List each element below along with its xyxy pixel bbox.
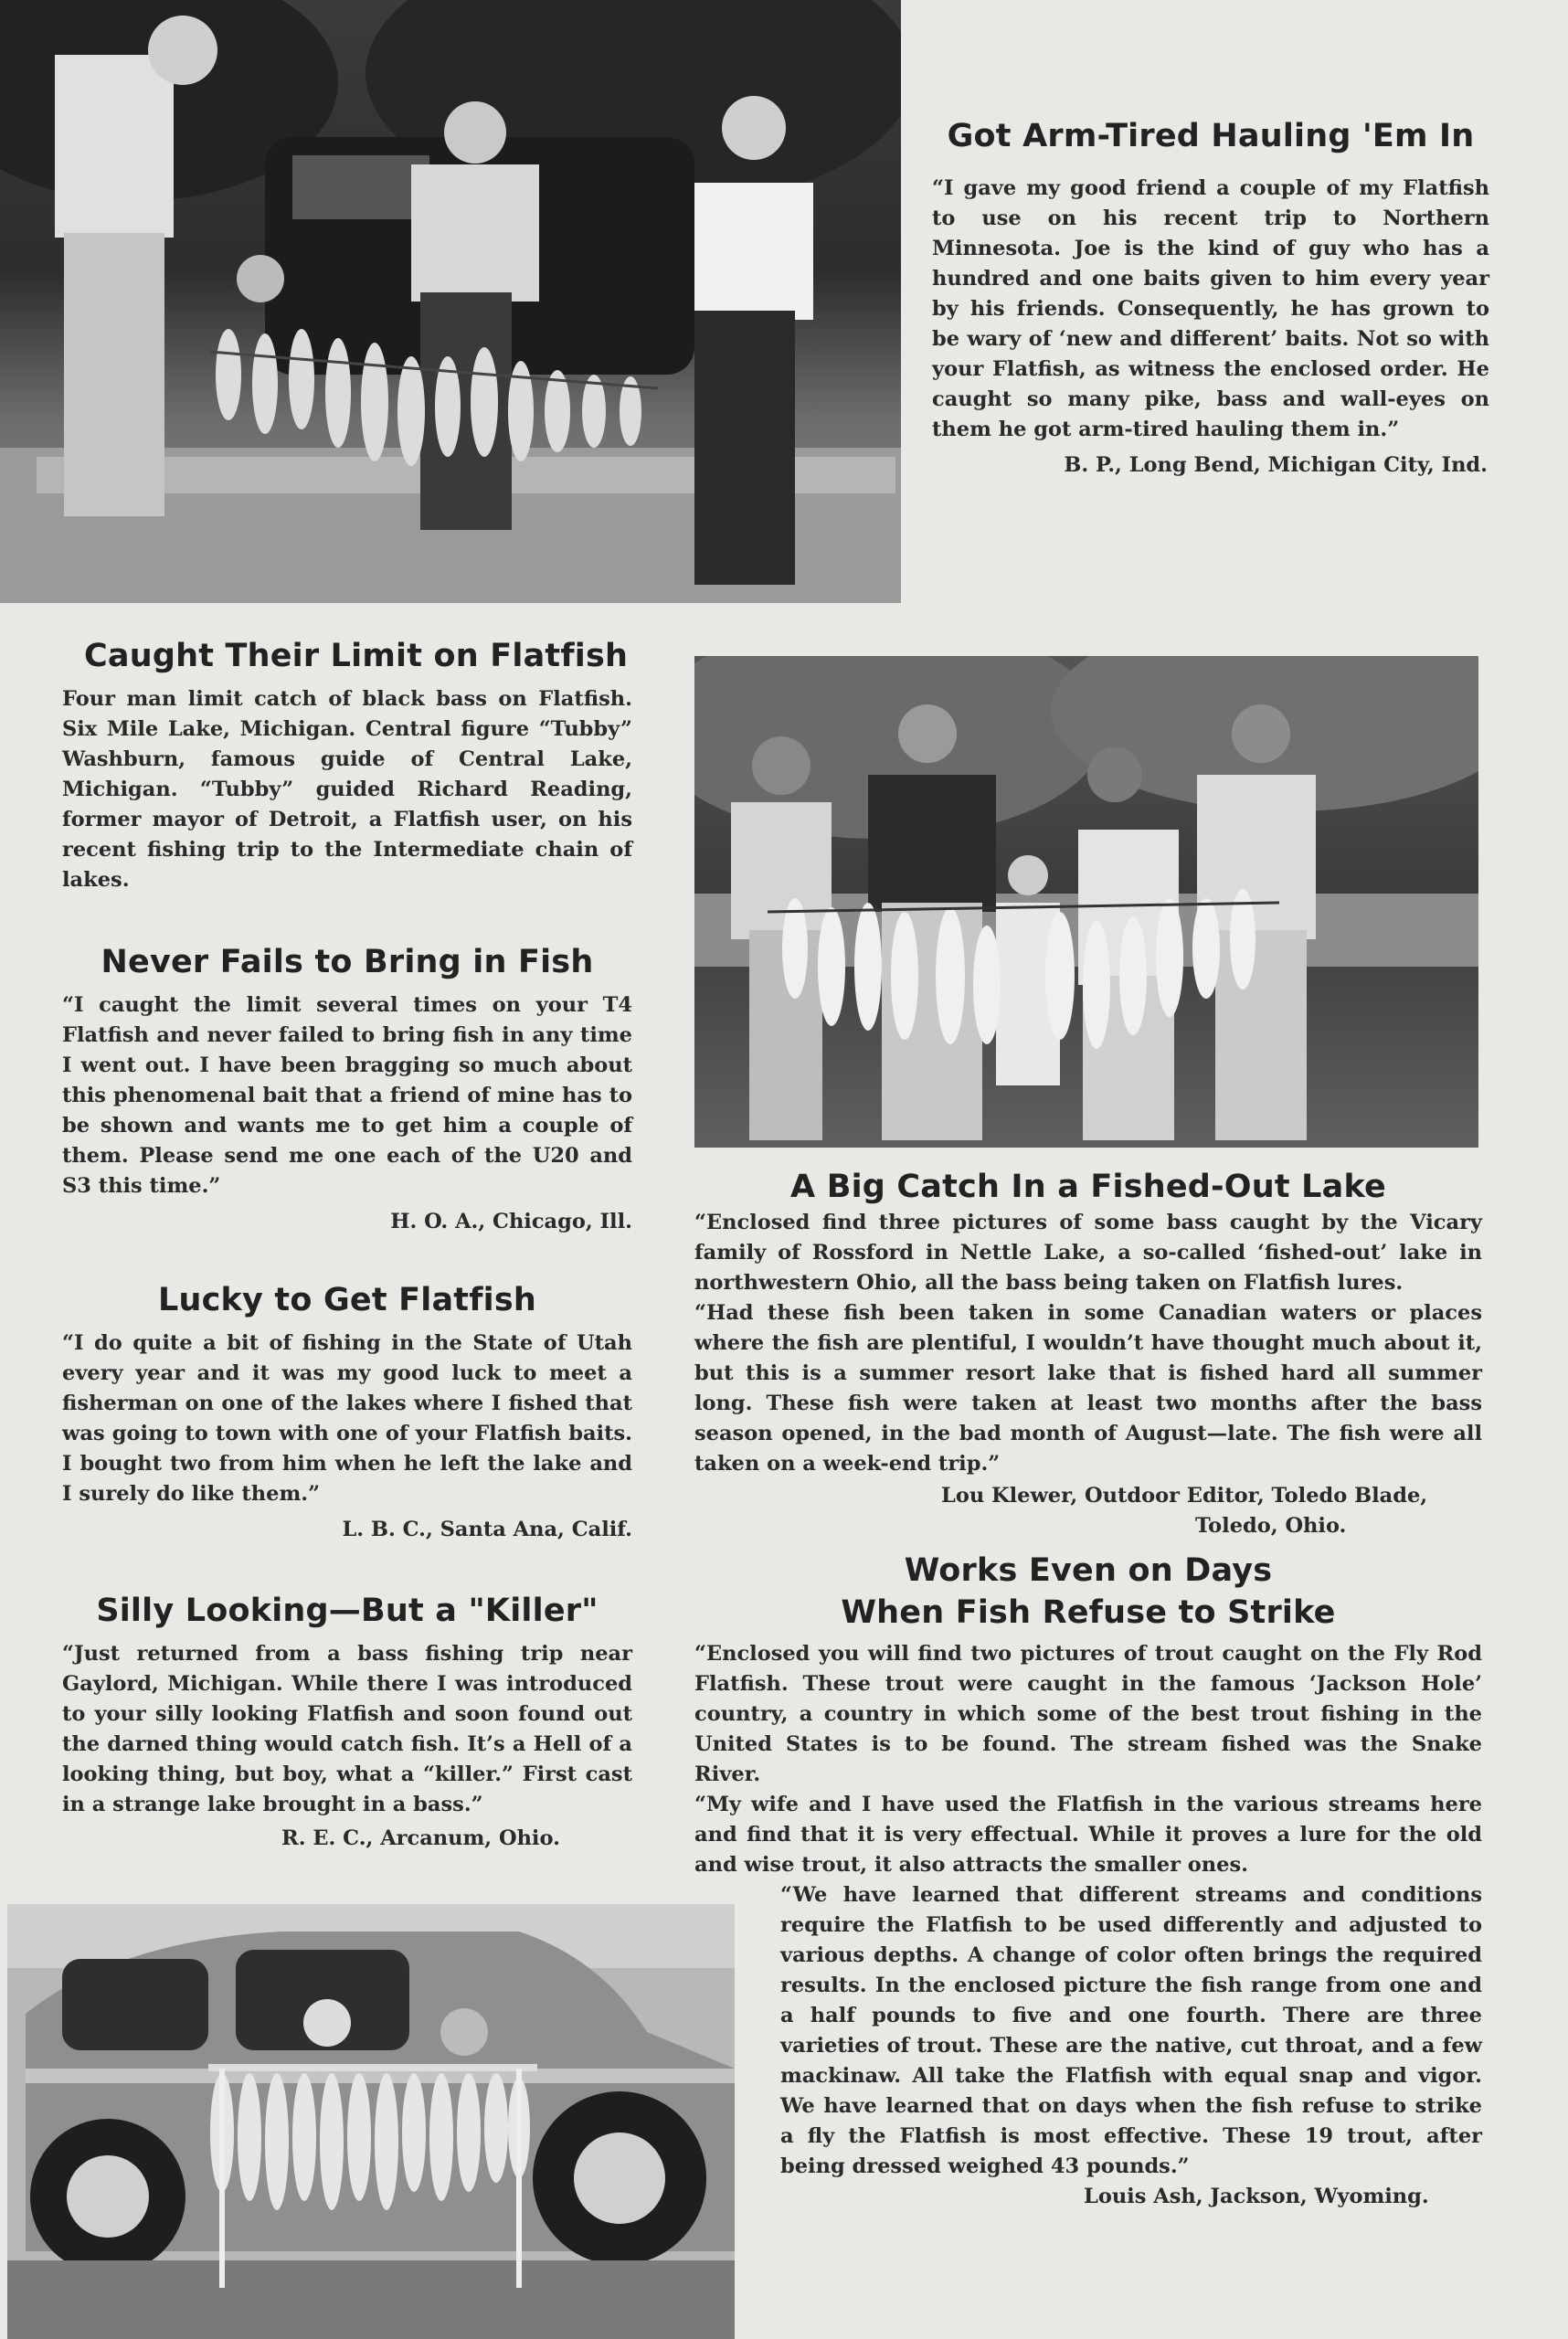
section-body-2: “Had these fish been taken in some Canadian waters or places where the fish are plentiful, I wouldn’t have thought much about it, but this is a summer resort lake that is fished hard all summer long. These fish were taken at least two months after the bass season opened, in the bad month of August—late. The fish were all taken on a week-end trip.”	[694, 1301, 1482, 1476]
section-caught-limit	[62, 635, 632, 895]
section-title: Got Arm-Tired Hauling 'Em In	[947, 118, 1475, 154]
signature-line-1: Lou Klewer, Outdoor Editor, Toledo Blade,	[941, 1484, 1428, 1508]
section-body: “I do quite a bit of fishing in the State of Utah every year and it was my good luck to meet a fisherman on one of the lakes where I fished that was going to town with one of your Flatfish baits. I bought two from him when he left the lake and I surely do like them.”	[62, 1331, 632, 1506]
signature: Louis Ash, Jackson, Wyoming.	[1084, 2185, 1429, 2208]
section-body-3: “We have learned that different streams and conditions require the Flatfish to be used differently and adjusted to various depths. A change of color often brings the required results. In the enclosed picture the fish range from one and a half pounds to five and one fourth. There are three varieties of trout. These are the native, cut throat, and a few mackinaw. All take the Flatfish with equal snap and vigor. We have learned that on days when the fish refuse to strike a fly the Flatfish is most effective. These 19 trout, after being dressed weighed 43 pounds.”	[780, 1883, 1482, 2178]
section-body: “I gave my good friend a couple of my Flatfish to use on his recent trip to Northern Minnesota. Joe is the kind of guy who has a hundred and one baits given to him every year by his friends. Consequently, he has grown to be wary of ‘new and different’ baits. Not so with your Flatfish, as witness the enclosed order. He caught so many pike, bass and wall-eyes on them he got arm-tired hauling them in.”	[932, 176, 1489, 441]
section-title: Caught Their Limit on Flatfish	[84, 638, 629, 674]
section-body-2: “My wife and I have used the Flatfish in the various streams here and find that it is very effectual. While it proves a lure for the old and wise trout, it also attracts the smaller ones.	[694, 1793, 1482, 1877]
section-title: Silly Looking—But a "Killer"	[96, 1593, 599, 1629]
section-title-line-2: When Fish Refuse to Strike	[841, 1594, 1336, 1631]
section-body: Four man limit catch of black bass on Flatfish. Six Mile Lake, Michigan. Central figure “Tubby” Washburn, famous guide of Central Lake, Michigan. “Tubby” guided Richard Reading, former mayor of Detroit, a Flatfish user, on his recent fishing trip to the Intermediate chain of lakes.	[62, 687, 632, 892]
section-arm-tired	[932, 115, 1489, 481]
signature: H. O. A., Chicago, Ill.	[390, 1210, 632, 1233]
section-big-catch	[694, 1166, 1482, 1541]
signature: L. B. C., Santa Ana, Calif.	[342, 1518, 632, 1541]
section-body: “Just returned from a bass fishing trip near Gaylord, Michigan. While there I was introduced to your silly looking Flatfish and soon found out the darned thing would catch fish. It’s a Hell of a looking thing, but boy, what a “killer.” First cast in a strange lake brought in a bass.”	[62, 1642, 632, 1816]
section-lucky	[62, 1279, 632, 1545]
signature: B. P., Long Bend, Michigan City, Ind.	[1064, 453, 1488, 477]
section-title-line-1: Works Even on Days	[904, 1552, 1273, 1589]
section-silly-looking	[62, 1590, 632, 1854]
photo-car-with-trout	[7, 1904, 735, 2339]
section-never-fails	[62, 941, 632, 1237]
section-body-1: “Enclosed find three pictures of some bass caught by the Vicary family of Rossford in Nettle Lake, a so-called ‘fished-out’ lake in northwestern Ohio, all the bass being taken on Flatfish lures.	[694, 1211, 1482, 1295]
section-body: “I caught the limit several times on your T4 Flatfish and never failed to bring fish in any time I went out. I have been bragging so much about this phenomenal bait that a friend of mine has to be shown and wants me to get him a couple of them. Please send me one each of the U20 and S3 this time.”	[62, 993, 632, 1198]
section-title: A Big Catch In a Fished-Out Lake	[790, 1169, 1386, 1205]
signature-line-2: Toledo, Ohio.	[1195, 1514, 1347, 1538]
section-title: Lucky to Get Flatfish	[157, 1282, 536, 1318]
section-works-even	[694, 1550, 1482, 2212]
section-body-1: “Enclosed you will find two pictures of trout caught on the Fly Rod Flatfish. These trout were caught in the famous ‘Jackson Hole’ country, a country in which some of the best trout fishing in the United States is to be found. The stream fished was the Snake River.	[694, 1642, 1482, 1786]
photo-family-bass-catch	[694, 656, 1478, 1148]
section-title: Never Fails to Bring in Fish	[101, 944, 594, 980]
photo-men-with-car-and-fish	[0, 0, 901, 603]
signature: R. E. C., Arcanum, Ohio.	[281, 1826, 560, 1850]
